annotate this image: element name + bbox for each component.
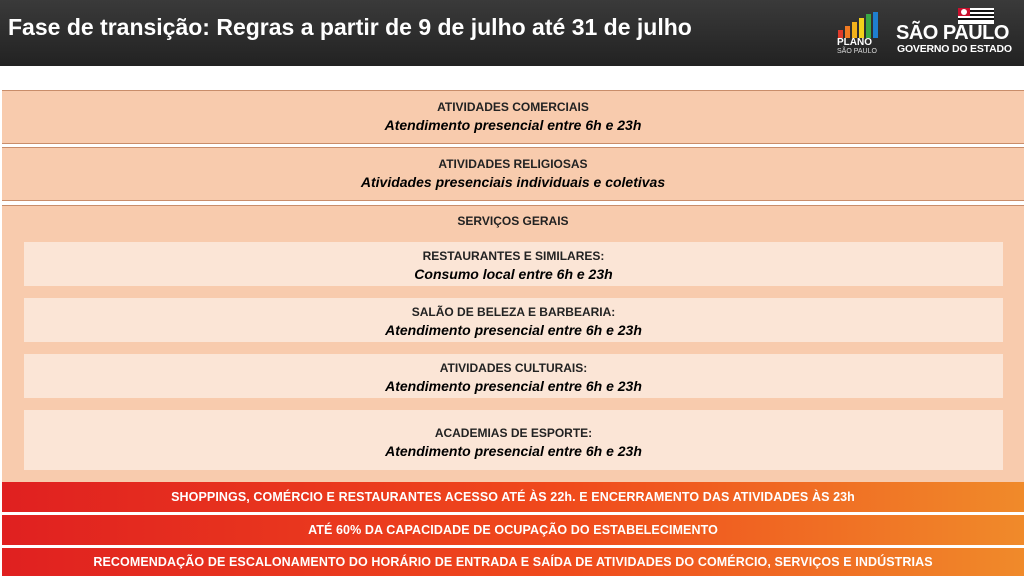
plano-bars-icon [836, 12, 880, 38]
section-title: SERVIÇOS GERAIS [457, 214, 569, 228]
servico-item-salao [24, 298, 1003, 342]
section-value: Atividades presenciais individuais e coletivas [360, 174, 666, 190]
servico-item-title: SALÃO DE BELEZA E BARBEARIA: [411, 305, 616, 319]
rule-bar-escalonamento: RECOMENDAÇÃO DE ESCALONAMENTO DO HORÁRIO DE ENTRADA E SAÍDA DE ATIVIDADES DO COMÉRCIO, SERVIÇOS E INDÚSTRIAS [2, 548, 1024, 576]
servico-item-restaurantes [24, 242, 1003, 286]
servico-item-culturais [24, 354, 1003, 398]
page-title: Fase de transição: Regras a partir de 9 de julho até 31 de julho [8, 14, 692, 40]
governo-sp-logo [896, 6, 1024, 58]
servico-item-value: Atendimento presencial entre 6h e 23h [385, 322, 642, 338]
sp-logo-name: SÃO PAULO [896, 22, 1009, 44]
plano-logo-line1: PLANO [837, 37, 872, 48]
rule-bar-capacidade: ATÉ 60% DA CAPACIDADE DE OCUPAÇÃO DO ESTABELECIMENTO [2, 515, 1024, 545]
servico-item-value: Consumo local entre 6h e 23h [414, 266, 613, 282]
servico-item-title: ATIVIDADES CULTURAIS: [439, 361, 588, 375]
section-atividades-comerciais [2, 90, 1024, 144]
section-title: ATIVIDADES COMERCIAIS [437, 100, 589, 114]
rule-bar-horario-shoppings: SHOPPINGS, COMÉRCIO E RESTAURANTES ACESSO ATÉ ÀS 22h. E ENCERRAMENTO DAS ATIVIDADES ÀS 23h [2, 482, 1024, 512]
plano-sao-paulo-logo [834, 12, 882, 58]
sp-logo-gov: GOVERNO DO ESTADO [897, 43, 1012, 55]
header-bar [0, 0, 1024, 66]
section-atividades-religiosas [2, 147, 1024, 201]
servico-item-academias [24, 410, 1003, 470]
servico-item-title: RESTAURANTES E SIMILARES: [422, 249, 605, 263]
section-title: ATIVIDADES RELIGIOSAS [438, 157, 588, 171]
plano-logo-line2: SÃO PAULO [837, 48, 877, 55]
servico-item-value: Atendimento presencial entre 6h e 23h [385, 443, 642, 459]
section-value: Atendimento presencial entre 6h e 23h [384, 117, 642, 133]
servico-item-value: Atendimento presencial entre 6h e 23h [385, 378, 642, 394]
servico-item-title: ACADEMIAS DE ESPORTE: [434, 426, 593, 440]
